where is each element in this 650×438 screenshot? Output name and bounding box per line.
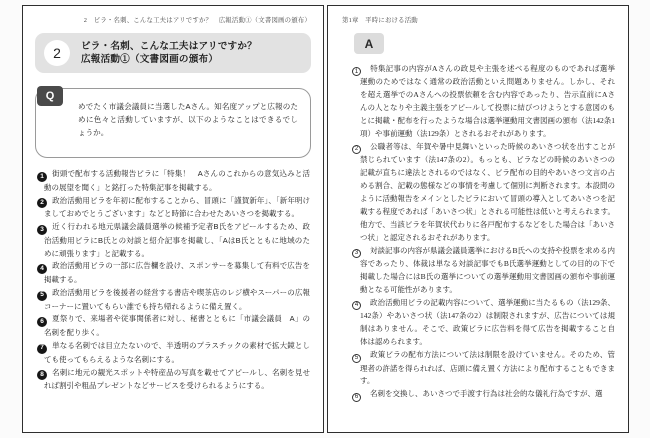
question-item-text: 街頭で配布する活動報告ビラに「特集！ Aさんのこれからの意気込みと活動の展望を聞く」と銘打った特集記事を掲載する。 — [44, 169, 310, 192]
answer-item-text: 対談記事の内容が県議会議員選挙におけるB氏への支持や投票を求める内容であったり、体裁は単なる対談記事でもB氏選挙運動としての目的の下で掲載した場合にはB氏の選挙についての選挙運動用文書図画の頒布や事前運動となる可能性があります。 — [360, 245, 616, 295]
right-page — [327, 5, 629, 433]
question-item — [37, 168, 310, 195]
item-number-badge: 6 — [352, 393, 361, 402]
item-number-badge: 4 — [37, 264, 47, 274]
item-number-badge: 3 — [352, 249, 361, 258]
answer-item-text: 政策ビラの配布方法について法は制限を設けていません。そのため、管理者の許諾を得られれば、店頭に備え置く方法により配布することもできます。 — [360, 350, 615, 386]
answer-badge-icon: A — [354, 33, 384, 54]
question-item-text: 近く行われる地元県議会議員選挙の候補予定者B氏をアピールするため、政治活動用ビラにB氏との対談と紹介記事を掲載し、「AはB氏とともに地域のために頑張ります」と記載する。 — [44, 222, 310, 258]
left-running-header: 2 ビラ・名刺、こんな工夫はアリですか？ 広報活動①（文書図画の頒布） — [83, 17, 311, 24]
question-item-text: 名刺に地元の観光スポットや特産品の写真を載せてアピールし、名刺を見せれば割引や粗品プレゼントなどサービスを受けられるようにする。 — [44, 367, 310, 391]
question-item — [37, 260, 310, 287]
question-badge-icon: Q — [37, 86, 63, 106]
item-number-badge: 2 — [37, 198, 47, 208]
answer-item — [352, 141, 615, 245]
question-item — [37, 313, 310, 340]
item-number-badge: 8 — [37, 370, 47, 380]
item-number-badge: 2 — [352, 145, 361, 154]
question-item — [37, 195, 310, 222]
question-item — [37, 221, 310, 260]
item-number-badge: 1 — [352, 67, 361, 76]
answer-item-text: 政治活動用ビラの記載内容について、選挙運動に当たるもの（法129条、142条）やあいさつ状（法147条の2）は制限されますが、広告については規制はありません。そこで、政策ビラに広告料を得て広告を掲載すること自体は認められます。 — [360, 297, 615, 347]
item-number-badge: 5 — [37, 291, 47, 301]
section-title-line1: ビラ・名刺、こんな工夫はアリですか？ — [81, 41, 257, 52]
answer-item — [352, 388, 615, 401]
question-item — [37, 287, 310, 314]
answer-item — [352, 63, 615, 141]
question-item-text: 単なる名刺では目立たないので、半透明のプラスチックの素材で拡大鏡としても使ってもらえるような名刺にする。 — [44, 340, 310, 364]
answer-item-text: 特集記事の内容がAさんの政見や主張を述べる程度のものであれば選挙運動のためではなく通常の政治活動といえ問題ありません。しかし、それを超え選挙でのAさんへの投票依頼を含む内容であったり、告示直前にAさんの人となりや主義主張をアピールして投票に結びつけようとする意図のもとに掲載・配布を行ったような場合は選挙運動用文書図画の頒布（法142条1項）や事前運動（法129条）とされるおそれがあります。 — [360, 64, 615, 139]
answer-item-text: 名刺を交換し、あいさつで手渡す行為は社会的な儀礼行為ですが、選 — [370, 389, 603, 399]
section-title-line2: 広報活動①（文書図画の頒布） — [81, 54, 219, 65]
question-text: めでたく市議会議員に当選したAさん。知名度アップと広報のために色々と活動していますが、以下のようなことはできるでしょうか。 — [78, 102, 298, 137]
question-item — [37, 367, 310, 394]
item-number-badge: 6 — [37, 317, 47, 327]
section-title-bar — [35, 33, 311, 73]
question-item — [37, 340, 310, 367]
question-item-text: 政治活動用ビラを後援者の経営する書店や喫茶店のレジ横やスーパーの広報コーナーに置いてもらい誰でも持ち帰れるように備え置く。 — [44, 287, 310, 311]
section-number-badge: 2 — [44, 40, 70, 66]
answer-item — [352, 349, 615, 388]
answer-item — [352, 297, 615, 349]
answer-item-list — [352, 63, 615, 402]
item-number-badge: 4 — [352, 301, 361, 310]
item-number-badge: 5 — [352, 354, 361, 363]
question-item-text: 政治活動用ビラを年初に配布することから、冒頭に「謹賀新年」、「新年明けましておめでとうございます」などと時節に合わせたあいさつを掲載する。 — [44, 195, 310, 219]
question-box — [35, 88, 311, 158]
answer-item — [352, 245, 615, 297]
item-number-badge: 1 — [37, 172, 47, 182]
question-item-text: 政治活動用ビラの一部に広告欄を設け、スポンサーを募集して有料で広告を掲載する。 — [44, 261, 310, 285]
item-number-badge: 3 — [37, 225, 47, 235]
question-item-list — [37, 168, 310, 393]
question-item-text: 夏祭りで、来場者や従事関係者に対し、秘書とともに「市議会議員 A」の名刺を配り歩く。 — [44, 314, 310, 338]
item-number-badge: 7 — [37, 344, 47, 354]
answer-item-text: 公職者等は、年賀や暑中見舞いといった時候のあいさつ状を出すことが禁じられています（法147条の2）。もっとも、ビラなどの時候のあいさつの記載が直ちに違法とされるのではなく、ビラ配布の目的やあいさつ文言の占める割合、記載の態様などの事情を考慮して個別に判断されます。本設問のように活動報告をメインとしたビラにおいて冒頭の導入としてあいさつを記載する程度であれば「あいさつ状」とされる可能性は低いと考えられます。他方で、当該ビラを年賀状代わりに各戸配布するなどをした場合は「あいさつ状」と認定されるおそれがあります。 — [360, 141, 615, 242]
right-running-header: 第1章 平時における活動 — [342, 17, 418, 24]
left-page — [22, 5, 324, 433]
